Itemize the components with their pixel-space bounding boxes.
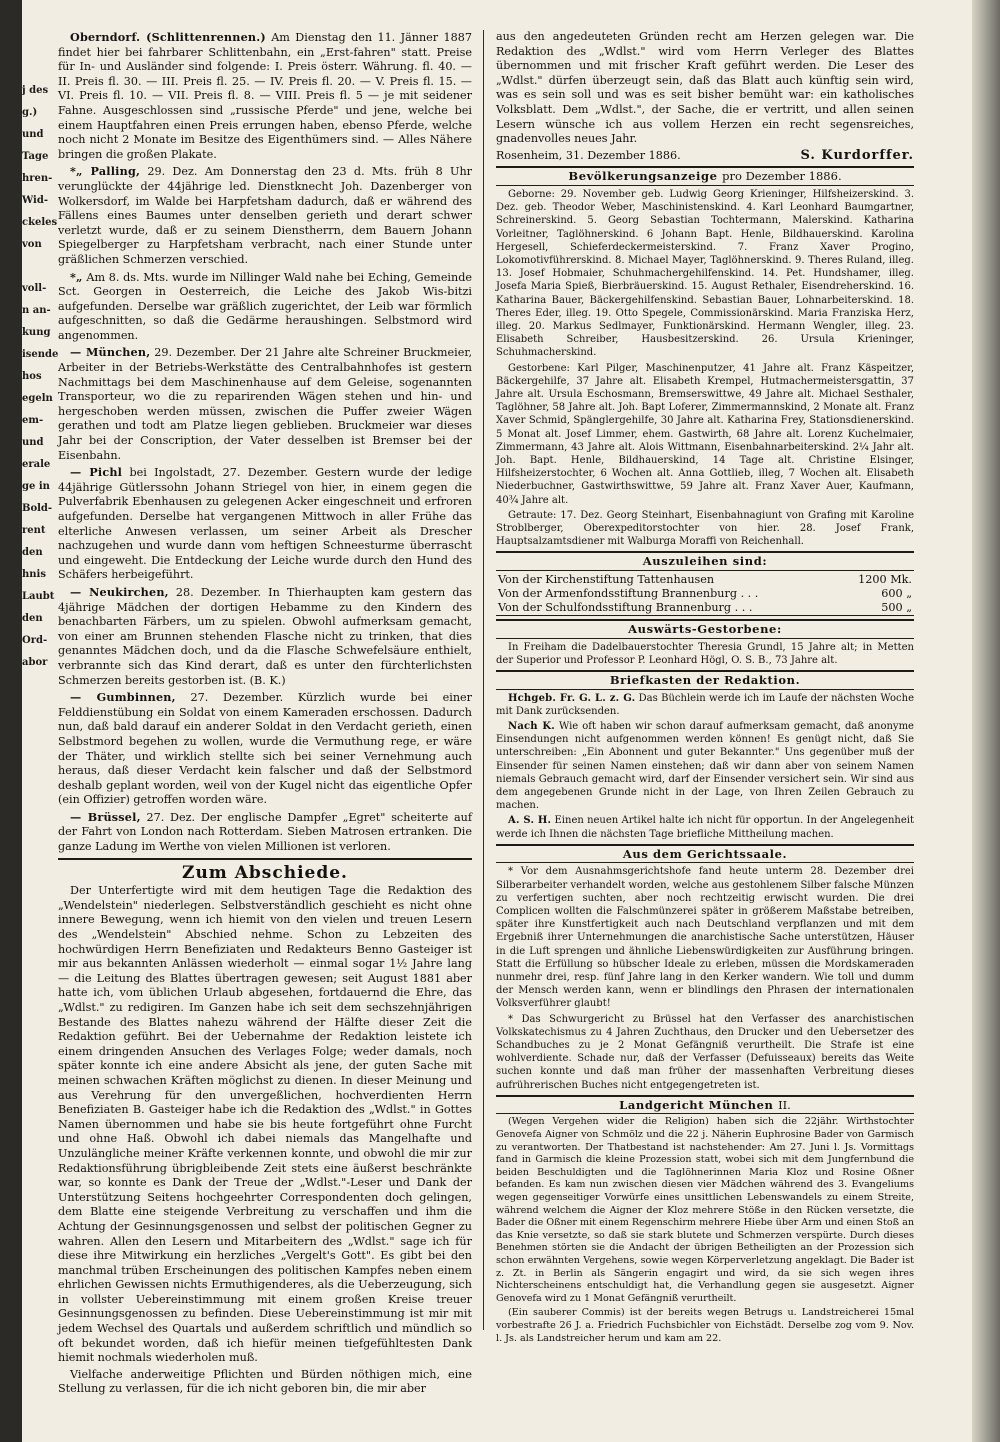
scan-left-edge xyxy=(0,0,22,1442)
news-item-text: 27. Dezember. Kürzlich wurde bei einer Felddienstübung ein Soldat von einem Kameraden erschossen. Dadurch nun, daß bald darauf ein anderer Soldat in den Verdacht gerieth, einen Selbstmord begehen zu wollen, wurde die Vermuthung rege, er wäre der Thäter, und wirklich stellte sich bei seiner Vernehmung auch heraus, daß dieser Verdacht kein falscher und daß der Selbstmord deshalb geplant worden, weil von der Kugel nicht das eigentliche Opfer (ein Offizier) getroffen worden wäre. xyxy=(58,691,472,807)
signature-name: S. Kurdorffer. xyxy=(800,147,914,163)
letterbox-entry xyxy=(496,814,914,840)
loan-amount: 500 „ xyxy=(820,601,914,616)
news-item-text: 28. Dezember. In Thierhaupten kam gestern das 4jährige Mädchen der dortigen Hebamme zu den Kindern des benachbarten Färbers, um zu spielen. Obwohl aufmerksam gemacht, von einer am Brunnen stehenden Flasche nicht zu trinken, that dies genanntes Mädchen doch, und da die Flasche Schwefelsäure enthielt, verbrannte sich das Kind derart, daß es unter den fürchterlichsten Schmerzen bereits gestorben ist. (B. K.) xyxy=(58,585,472,687)
farewell-paragraph-2: Vielfache anderweitige Pflichten und Bürden nöthigen mich, eine Stellung zu verlassen, für die ich nicht geboren bin, die mir aber xyxy=(58,1367,472,1396)
margin-fragment: em- xyxy=(22,415,44,426)
district-court-numeral: II. xyxy=(778,1097,791,1112)
news-item-lead: — Pichl xyxy=(70,465,123,480)
closing-text: ist der bereits wegen Betrugs u. Landstreicherei 15mal vorbestrafte 26 J. a. Friedrich Fuchsbichler von Eichstädt. Derselbe zog vom 9. Nov. l. Js. als Landstreicher herum und kam am 22. xyxy=(496,1307,914,1344)
news-items xyxy=(58,30,472,855)
margin-fragment: j des xyxy=(22,85,49,96)
district-court-heading xyxy=(496,1095,914,1115)
news-item-text: bei Ingolstadt, 27. Dezember. Gestern wurde der ledige 44jährige Gütlerssohn Johann Striegel von hier, in einem gegen die Pulverfabrik Ebenhausen zu gelegenen Acker eingeschneit und erfroren aufgefunden. Derselbe hat vergangenen Mittwoch in aller Frühe das elterliche Anwesen verlassen, um seiner Arbeit als Drescher nachzugehen und wurde dann vom heftigen Schneesturme überrascht und eingeweht. Die Entdeckung der Leiche wurde durch den Hund des Schäfers herbeigeführt. xyxy=(58,466,472,582)
population-births: Geborne: 29. November geb. Ludwig Georg Krieninger, Hilfsheizerskind. 3. Dez. geb. Theodor Weber, Maschinistenskind. 4. Karl Leonhard Baumgartner, Schreinerskind. 5. Georg Sebastian Tochtermann, Malerskind. Katharina Vorleitner, Taglöhnerskind. 6 Johann Bapt. Henle, Bildhauerskind. Karolina Hergesell, Schieferdeckermeisterskind. 7. Franz Xaver Progino, Lokomotivführerskind. 8. Michael Mayer, Taglöhnerskind. 9. Theres Ruland, illeg. 13. Josef Hobmaier, Schuhmachergehilfenskind. 14. Pet. Hundshamer, illeg. Josefa Maria Spieß, Bierbräuerskind. 15. August Rethaler, Eisendreherskind. 16. Katharina Bauer, Bäckergehilfenskind. Sebastian Bauer, Lohnarbeiterskind. 18. Theres Eder, illeg. 19. Otto Spegele, Commissionärskind. Maria Franziska Herz, illeg. 20. Markus Sedlmayer, Funktionärskind. Hermann Wengler, illeg. 23. Elisabeth Schreiber, Hausbesitzerskind. 26. Ursula Krieninger, Schuhmacherskind. xyxy=(496,188,914,359)
news-item xyxy=(58,810,472,855)
court-paragraph-2: * Das Schwurgericht zu Brüssel hat den Verfasser des anarchistischen Volkskatechismus zu 4 Jahren Zuchthaus, den Drucker und den Uebersetzer des Schandbuches zu je 2 Monat Gefängniß verurtheilt. Die Strafe ist eine wohlverdiente. Schade nur, daß der Verfasser (Defuisseaux) bereits das Weite suchen konnte und daß man früher der massenhaften Verbreitung dieses aufrührerischen Buches nicht entgegengetreten ist. xyxy=(496,1013,914,1091)
margin-fragment: und xyxy=(22,437,44,448)
signature-place-date: Rosenheim, 31. Dezember 1886. xyxy=(496,148,681,162)
news-item xyxy=(58,30,472,162)
closing-subhead: (Ein sauberer Commis) xyxy=(508,1307,625,1319)
loans-table xyxy=(496,573,914,616)
margin-fragment: kung xyxy=(22,327,51,338)
news-item-lead: *„ Palling, xyxy=(70,164,141,179)
court-heading: Aus dem Gerichtssaale. xyxy=(496,844,914,864)
letterbox-entry-lead: Nach K. xyxy=(508,721,555,733)
court-paragraph-1: * Vor dem Ausnahmsgerichtshofe fand heute unterm 28. Dezember drei Silberarbeiter verhandelt worden, welche aus gestohlenem Silber falsche Münzen zu verfertigen suchten, aber noch rechtzeitig erwischt wurden. Die drei Complicen wollten die Falschmünzerei später in größerem Maßstabe betreiben, später ihre Kunstfertigkeit auch nach Deutschland verpflanzen und mit dem Ergebniß ihrer Unternehmungen die anarchistische Sache unterstützen, Häuser in die Luft sprengen und ähnliche Liebenswürdigkeiten zur Ausführung bringen. Statt die Erfüllung so hübscher Ideale zu erleben, müssen die Mordskameraden nunmehr drei, resp. fünf Jahre lang in den Kerker wandern. Wie toll und dumm der Mensch werden kann, wenn er blindlings den Phrasen der internationalen Volksverführer glaubt! xyxy=(496,866,914,1010)
letterbox-entry xyxy=(496,692,914,718)
news-item-text: 27. Dez. Der englische Dampfer „Egret" scheiterte auf der Fahrt von London nach Rotterdam. Sieben Matrosen ertranken. Die ganze Ladung im Werthe von vielen Millionen ist verloren. xyxy=(58,810,472,854)
news-item-text: 29. Dez. Am Donnerstag den 23 d. Mts. früh 8 Uhr verunglückte der 44jährige led. Dienstknecht Joh. Dazenberger von Wolkersdorf, im Walde bei Harpfetsham dadurch, daß er während des Fällens eines Baumes unter denselben gerieth und derart schwer verletzt wurde, daß er zu seinem Dienstherrn, dem Bauern Johann Spiegelberger zu Harpfetsham verbracht, nach einer Stunde unter gräßlichen Schmerzen verschied. xyxy=(58,165,473,266)
news-item-lead: — Brüssel, xyxy=(70,809,141,824)
letterbox-entries xyxy=(496,692,914,841)
news-item xyxy=(58,585,472,688)
district-court-heading-text: Landgericht München xyxy=(619,1097,774,1112)
farewell-continuation: aus den angedeuteten Gründen recht am Herzen gelegen war. Die Redaktion des „Wdlst." wird vom Herrn Verleger des Blattes übernommen und mit frischer Kraft geführt werden. Die Leser des „Wdlst." dürfen überzeugt sein, daß das Blatt auch künftig sein wird, was es sein soll und was es seit bisher bemüht war: ein katholisches Volksblatt. Dem „Wdlst.", der Sache, die er vertritt, und allen seinen Lesern wünsche ich aus vollem Herzen ein recht segensreiches, gnadenvolles neues Jahr. xyxy=(496,30,914,146)
margin-fragment: Laubt xyxy=(22,591,55,602)
news-item xyxy=(58,164,472,267)
letterbox-entry-text: Das Büchlein werde ich im Laufe der nächsten Woche mit Dank zurücksenden. xyxy=(496,692,914,717)
margin-fragment: hren- xyxy=(22,173,53,184)
news-item xyxy=(58,345,472,463)
external-deaths-text: In Freiham die Dadelbauerstochter Theresia Grundl, 15 Jahre alt; in Metten der Superior und Professor P. Leonhard Högl, O. S. B., 73 Jahre alt. xyxy=(496,641,914,666)
population-heading xyxy=(496,166,914,186)
loan-row xyxy=(496,587,914,601)
population-heading-text: Bevölkerungsanzeige xyxy=(568,169,718,184)
margin-fragment: und xyxy=(22,129,44,140)
district-court-case xyxy=(496,1116,914,1305)
news-item-lead: *„ xyxy=(70,269,83,284)
margin-fragment: g.) xyxy=(22,107,38,118)
letterbox-entry-text: Einen neuen Artikel halte ich nicht für opportun. In der Angelegenheit werde ich Ihnen die nächsten Tage briefliche Mittheilung machen. xyxy=(496,815,914,840)
right-column xyxy=(496,30,914,1347)
loan-row xyxy=(496,601,914,616)
margin-fragment: erale xyxy=(22,459,51,470)
external-deaths-heading: Auswärts-Gestorbene: xyxy=(496,619,914,639)
news-item-text: 29. Dezember. Der 21 Jahre alte Schreiner Bruckmeier, Arbeiter in der Betriebs-Werkstätte des Centralbahnhofes ist gestern Nachmittags bei dem Maschinenhause auf dem Geleise, sogenannten Transporteur, wo die zu reparirenden Wägen stehen und hin- und hergeschoben werden müssen, zwischen die Puffer zweier Wägen gerathen und todt am Platze liegen geblieben. Bruckmeier war dieses Jahr bei der Conscription, der Vater desselben ist Bremser bei der Eisenbahn. xyxy=(58,346,473,462)
letterbox-entry-lead: Hchgeb. Fr. G. L. z. G. xyxy=(508,692,636,704)
column-divider xyxy=(483,30,484,1330)
section-rule xyxy=(58,858,472,860)
population-marriages: Getraute: 17. Dez. Georg Steinhart, Eisenbahnagiunt von Grafing mit Karoline Stroblberger, Oberexpeditorstochter von hier. 28. Josef Frank, Hauptsalzamtsdiener mit Walburga Moraffi von Reichenhall. xyxy=(496,509,914,548)
letterbox-entry-text: Wie oft haben wir schon darauf aufmerksam gemacht, daß anonyme Einsendungen nicht aufgenommen werden können! Es genügt nicht, daß Sie unterschreiben: „Ein Abonnent und guter Bekannter." Uns gegenüber muß der Einsender für seinen Namen einstehen; daß wir dann aber von seinem Namen niemals Gebrauch gemacht wird, darf der Einsender versichert sein. Wir sind aus dem angegebenen Grunde nicht in der Lage, von Ihren Zeilen Gebrauch zu machen. xyxy=(496,721,914,812)
news-item-lead: — München, xyxy=(70,345,151,360)
margin-fragment xyxy=(22,256,42,278)
margin-fragment: Tage xyxy=(22,151,49,162)
news-item-text: Am 8. ds. Mts. wurde im Nillinger Wald nahe bei Eching, Gemeinde Sct. Georgen in Oesterreich, die Leiche des Jakob Wis-bitzi aufgefunden. Derselbe war gräßlich zugerichtet, der Leib war förmlich aufgeschnitten, so daß die Gedärme heraushingen. Selbstmord wird angenommen. xyxy=(58,270,472,342)
loan-amount: 600 „ xyxy=(881,587,912,601)
margin-fragment: Bold- xyxy=(22,503,53,514)
margin-fragment: Wid- xyxy=(22,195,48,206)
news-item xyxy=(58,465,472,583)
loan-label: Von der Schulfondsstiftung Brannenburg . . . xyxy=(496,601,820,616)
margin-fragment: egeln xyxy=(22,393,53,404)
loan-label: Von der Armenfondsstiftung Brannenburg . . . xyxy=(498,587,759,601)
population-subheading: pro Dezember 1886. xyxy=(722,169,842,184)
margin-fragment: isende xyxy=(22,349,59,360)
margin-fragment: rent xyxy=(22,525,46,536)
margin-fragment: voll- xyxy=(22,283,47,294)
farewell-paragraph-1: Der Unterfertigte wird mit dem heutigen Tage die Redaktion des „Wendelstein" niederlegen. Selbstverständlich geschieht es nicht ohne innere Bewegung, wenn ich hiemit von den vielen und treuen Lesern des „Wendelstein" Abschied nehme. Schon zu Lebzeiten des hochwürdigen Herrn Benefiziaten und Redakteurs Benno Gasteiger ist mir aus bekannten Anlässen wiederholt — einmal sogar 1½ Jahre lang — die Leitung des Blattes übertragen gewesen; seit August 1881 aber hatte ich, vom üblichen Urlaub abgesehen, fortdauernd die Ehre, das „Wdlst." zu redigiren. Im Ganzen habe ich seit dem sechszehnjährigen Bestande des Blattes nahezu während der Hälfte dieser Zeit die Redaktion geführt. Bei der Uebernahme der Redaktion leistete ich einem dringenden Ansuchen des Verlages Folge; weder damals, noch später konnte ich eine andere Absicht als jene, der guten Sache mit meinen schwachen Kräften möglichst zu dienen. In dieser Meinung und aus Verehrung für den unvergeßlichen, hochverdienten Herrn Benefiziaten B. Gasteiger habe ich die Redaktion des „Wdlst." in Gottes Namen übernommen und habe sie bis heute fortgeführt ohne Furcht und ohne Haß. Obwohl ich dabei niemals das Mangelhafte und Unzulängliche meiner Kräfte verkennen konnte, und obwohl die mir zur Redaktionsführung übrigbleibende Zeit stets eine äußerst beschränkte war, so konnte es Dank der Treue der „Wdlst."-Leser und Dank der Unterstützung Seitens hochgeehrter Correspondenten doch gelingen, dem Blatte eine steigende Verbreitung zu verschaffen und ihm die Achtung der Gesinnungsgenossen und selbst der politischen Gegner zu wahren. Allen den Lesern und Mitarbeitern des „Wdlst." sage ich für diese ihre Mitwirkung ein herzliches „Vergelt's Gott". Es gibt bei den manchmal trüben Erscheinungen des politischen Kampfes neben einem ehrlichen Gewissen nichts Ermuthigenderes, als die Ueberzeugung, sich in vollster Uebereinstimmung mit einem großen Kreise treuer Gesinnungsgenossen zu befinden. Diese Uebereinstimmung ist mir mit jedem Wechsel des Quartals und außerdem schriftlich und mündlich so oft bekundet worden, daß ich hiefür meinen tiefgefühltesten Dank hiemit nochmals wiederholen muß. xyxy=(58,884,472,1365)
farewell-heading: Zum Abschiede. xyxy=(182,862,348,883)
left-column xyxy=(58,30,472,1399)
news-item xyxy=(58,270,472,344)
population-deaths: Gestorbene: Karl Pilger, Maschinenputzer, 41 Jahre alt. Franz Käspeitzer, Bäckergehilfe, 37 Jahre alt. Elisabeth Krempel, Hutmachermeistersgattin, 37 Jahre alt. Ursula Eschosmann, Bremserswittwe, 49 Jahre alt. Michael Sesthaler, Taglöhner, 58 Jahre alt. Joh. Bapt Loferer, Zimmermannskind, 2 Monate alt. Franz Xaver Schmid, Spänglergehilfe, 30 Jahre alt. Katharina Frey, Stationsdienerskind. 5 Monat alt. Josef Limmer, ehem. Gastwirth, 68 Jahre alt. Lorenz Kuchelmaier, Zimmermann, 43 Jahre alt. Alois Wittmann, Eisenbahnarbeiterskind. 2¼ Jahr alt. Joh. Bapt. Henle, Bildhauerskind, 14 Tage alt. Christine Elsinger, Hilfsheizerstochter, 6 Wochen alt. Anna Gottlieb, illeg, 7 Wochen alt. Elisabeth Niederbuchner, Gastwirthswittwe, 59 Jahre alt. Franz Xaver Auer, Kaufmann, 40¾ Jahre alt. xyxy=(496,362,914,506)
letterbox-entry-lead: A. S. H. xyxy=(508,815,552,827)
margin-fragment: n an- xyxy=(22,305,51,316)
news-item-lead: Oberndorf. (Schlittenrennen.) xyxy=(70,30,266,44)
news-item-lead: — Gumbinnen, xyxy=(70,690,176,705)
district-court-text: haben sich die 22jähr. Wirthstochter Genovefa Aigner von Schmölz und die 22 j. Näherin Euphrosine Bader von Garmisch zu verantworten. Der Thatbestand ist nachstehender: Am 27. Juni l. Js. Vormittags fand in Garmisch die kleine Prozession statt, wobei sich mit dem Jungfernbund die beiden Beschuldigten und die Taglöhnerinnen Maria Kloz und Rosine Oßner befanden. Es kam nun zwischen diesen vier Mädchen während des 3. Evangeliums wegen gegenseitiger Vorwürfe eines unsittlichen Lebenswandels zu einem Streite, während welchem die Aigner der Kloz mehrere Stöße in den Rücken versetzte, die Bader die Oßner mit einem Regenschirm mehrere Hiebe über Arm und einen Stoß an das Knie versetzte, so daß sie stark blutete und Schmerzen verspürte. Durch dieses Benehmen störten sie die Andacht der übrigen Betheiligten an der Prozession sich schon erwähnten Vergehens, sowie wegen Körperverletzung angeklagt. Die Bader ist z. Zt. in Berlin als Sängerin engagirt und wird, da sie sich wegen ihres Nichterscheinens entschuldigt hat, die Verhandlung gegen sie ausgesetzt. Aigner Genovefa wird zu 1 Monat Gefängniß verurtheilt. xyxy=(496,1116,914,1304)
margin-fragment: hos xyxy=(22,371,42,382)
letterbox-entry xyxy=(496,720,914,812)
scan-right-edge xyxy=(972,0,1000,1442)
district-court-subhead: (Wegen Vergehen wider die Religion) xyxy=(508,1116,709,1128)
margin-fragment: den xyxy=(22,547,43,558)
previous-page-margin xyxy=(22,80,59,674)
loan-amount: 1200 Mk. xyxy=(858,573,912,587)
news-item xyxy=(58,690,472,808)
signature-row xyxy=(496,149,914,164)
margin-fragment: ckeles xyxy=(22,217,58,228)
margin-fragment: ge in xyxy=(22,481,50,492)
loans-heading: Auszuleihen sind: xyxy=(496,551,914,571)
margin-fragment: Ord- xyxy=(22,635,48,646)
closing-case xyxy=(496,1307,914,1345)
loan-label: Von der Kirchenstiftung Tattenhausen xyxy=(498,573,715,587)
margin-fragment: von xyxy=(22,239,42,250)
letterbox-heading: Briefkasten der Redaktion. xyxy=(496,670,914,690)
margin-fragment: abor xyxy=(22,657,48,668)
margin-fragment: den xyxy=(22,613,43,624)
news-item-text: Am Dienstag den 11. Jänner 1887 findet hier bei fahrbarer Schlittenbahn, ein „Erst-fahren" statt. Preise für In- und Ausländer sind folgende: I. Preis österr. Währung. fl. 40. — II. Preis fl. 30. — III. Preis fl. 25. — IV. Preis fl. 20. — V. Preis fl. 15. — VI. Preis fl. 10. — VII. Preis fl. 8. — VIII. Preis fl. 5 — je mit seidener Fahne. Ausgeschlossen sind „russische Pferde" und jene, welche bei einem Hauptfahren einen Preis errungen haben, ebenso Pferde, welche noch nicht 2 Monate im Besitze des Eigenthümers sind. — Alles Nähere bringen die großen Plakate. xyxy=(58,31,472,161)
margin-fragment: hnis xyxy=(22,569,46,580)
news-item-lead: — Neukirchen, xyxy=(70,584,169,599)
loan-row xyxy=(496,573,914,587)
